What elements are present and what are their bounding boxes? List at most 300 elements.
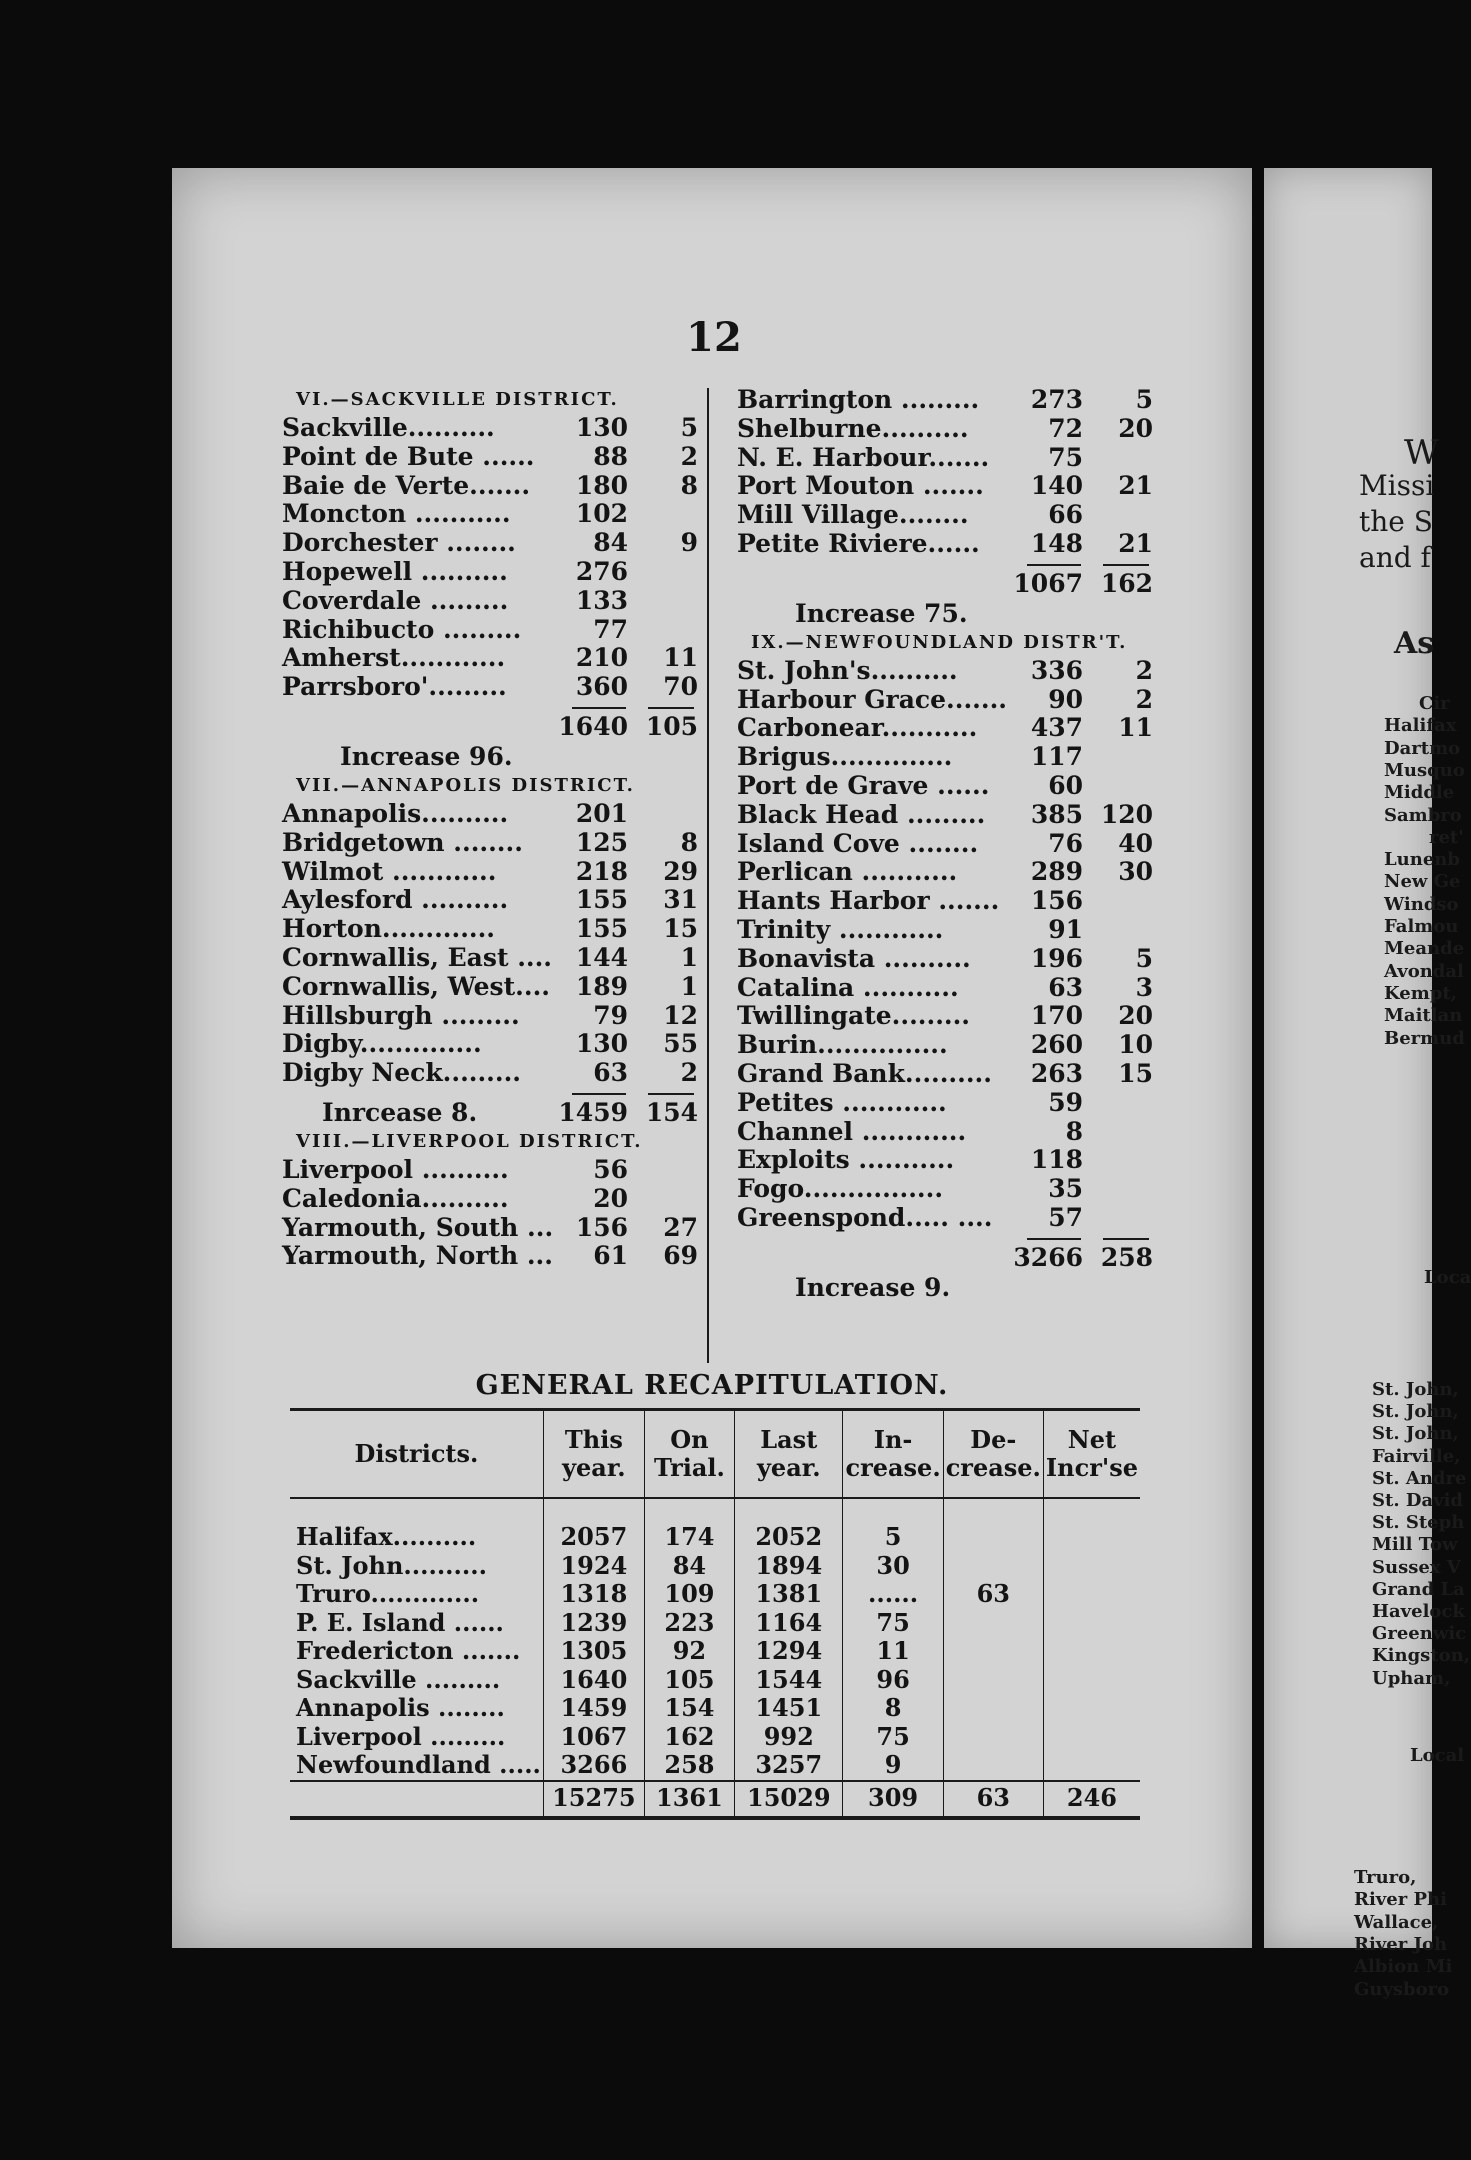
circuit-row xyxy=(737,530,1167,559)
circuit-row xyxy=(737,743,1167,772)
on-trial-count xyxy=(628,500,698,529)
recap-cell: 1294 xyxy=(735,1637,843,1666)
adjacent-list-item: Sussex V xyxy=(1372,1556,1461,1578)
recap-district: Newfoundland ..... xyxy=(290,1751,543,1781)
adjacent-list-item: Bermud xyxy=(1384,1027,1465,1049)
circuit-row xyxy=(737,974,1167,1003)
circuit-row xyxy=(282,1059,712,1088)
on-trial-count: 30 xyxy=(1118,857,1153,887)
members-count: 273 xyxy=(1030,385,1083,414)
circuit-row xyxy=(737,1089,1167,1118)
members-count: 360 xyxy=(575,672,628,702)
circuit-name: Caledonia.......... xyxy=(282,1183,509,1213)
adjacent-heading-line: the S xyxy=(1359,505,1433,538)
recap-total-cell: 246 xyxy=(1043,1781,1140,1818)
circuit-row xyxy=(737,501,1167,530)
members-count: 61 xyxy=(593,1241,628,1271)
on-trial-count: 9 xyxy=(680,528,698,558)
circuit-name: Amherst............ xyxy=(282,643,506,673)
adjacent-list-item: ret' xyxy=(1429,826,1464,848)
adjacent-list-item: Sambro xyxy=(1384,804,1462,826)
on-trial-count: 12 xyxy=(663,1000,698,1030)
adjacent-page-fragment xyxy=(1264,168,1471,2000)
recap-header: De-crease. xyxy=(943,1410,1043,1499)
recap-cell: 1451 xyxy=(735,1694,843,1723)
circuit-row xyxy=(282,616,712,645)
recap-cell: 3266 xyxy=(543,1751,644,1781)
recap-cell: 1459 xyxy=(543,1694,644,1723)
recap-cell xyxy=(1043,1694,1140,1723)
circuit-row xyxy=(282,1002,712,1031)
circuit-row xyxy=(737,1031,1167,1060)
on-trial-count: 21 xyxy=(1118,528,1153,558)
district-total-row xyxy=(737,569,1167,599)
circuit-row xyxy=(737,1146,1167,1175)
recap-cell: 63 xyxy=(943,1580,1043,1609)
recap-district: Fredericton ....... xyxy=(290,1637,543,1666)
circuit-row xyxy=(737,1060,1167,1089)
members-count: 189 xyxy=(575,971,628,1001)
adjacent-list-item: Upham, xyxy=(1372,1667,1451,1689)
adjacent-list-item: Windso xyxy=(1384,893,1459,915)
recap-total-cell: 15275 xyxy=(543,1781,644,1818)
on-trial-count: 5 xyxy=(1135,943,1153,973)
adjacent-list-item: St. Andre xyxy=(1372,1467,1467,1489)
district-total-label xyxy=(737,1243,1007,1273)
recap-district: Sackville ......... xyxy=(290,1666,543,1695)
circuit-row xyxy=(737,444,1167,473)
circuit-row xyxy=(737,686,1167,715)
district-total-members: 1067 xyxy=(1013,568,1083,598)
on-trial-count: 11 xyxy=(663,643,698,673)
circuit-row xyxy=(282,443,712,472)
adjacent-list-item: River Joh xyxy=(1354,1933,1448,1955)
adjacent-list-item: New Ge xyxy=(1384,871,1461,893)
on-trial-count: 120 xyxy=(1100,799,1153,829)
adjacent-list-item: Middle xyxy=(1384,782,1455,804)
members-count: 63 xyxy=(1048,972,1083,1002)
circuit-name: Bridgetown ........ xyxy=(282,827,523,857)
recap-cell: 154 xyxy=(644,1694,734,1723)
recap-cell: 992 xyxy=(735,1723,843,1752)
on-trial-count xyxy=(628,1156,698,1185)
on-trial-count: 2 xyxy=(680,441,698,471)
recap-header: In-crease. xyxy=(843,1410,943,1499)
adjacent-list-item: Havelock xyxy=(1372,1601,1465,1622)
adjacent-list-item: Meande xyxy=(1384,938,1465,960)
district-total-members: 3266 xyxy=(1013,1242,1083,1272)
district-total-trial: 154 xyxy=(645,1097,698,1127)
adjacent-list-item: Kingston, xyxy=(1372,1645,1470,1667)
recap-cell: 84 xyxy=(644,1552,734,1581)
circuit-name: Aylesford .......... xyxy=(282,885,509,915)
on-trial-count: 8 xyxy=(680,827,698,857)
circuit-name: Port de Grave ...... xyxy=(737,770,990,800)
circuit-row xyxy=(282,1242,712,1271)
circuit-name: Petites ............ xyxy=(737,1087,947,1117)
recap-row xyxy=(290,1723,1140,1752)
adjacent-list-item: Albion Mi xyxy=(1354,1956,1453,1978)
circuit-row xyxy=(282,558,712,587)
recap-header: On Trial. xyxy=(644,1410,734,1499)
members-count: 102 xyxy=(575,499,628,529)
recap-cell: 2057 xyxy=(543,1523,644,1552)
on-trial-count: 40 xyxy=(1118,828,1153,858)
circuit-name: Catalina ........... xyxy=(737,972,959,1002)
adjacent-list-item: Guysboro xyxy=(1354,1978,1450,2000)
right-column xyxy=(737,386,1167,1303)
on-trial-count xyxy=(628,587,698,616)
sum-rule xyxy=(282,1088,712,1098)
adjacent-list-item: River Phi xyxy=(1354,1889,1447,1911)
circuit-name: Wilmot ............ xyxy=(282,856,497,886)
members-count: 79 xyxy=(593,1000,628,1030)
recap-cell: 1381 xyxy=(735,1580,843,1609)
sum-rule xyxy=(282,702,712,712)
on-trial-count xyxy=(1083,501,1153,530)
adjacent-list-item: St. David xyxy=(1372,1490,1464,1511)
circuit-row xyxy=(282,644,712,673)
recap-district: Liverpool ......... xyxy=(290,1723,543,1752)
circuit-row xyxy=(737,1118,1167,1147)
circuit-name: Baie de Verte....... xyxy=(282,470,531,500)
on-trial-count: 2 xyxy=(1135,684,1153,714)
members-count: 196 xyxy=(1030,943,1083,973)
recap-district: Annapolis ........ xyxy=(290,1694,543,1723)
recap-cell xyxy=(943,1723,1043,1752)
members-count: 144 xyxy=(575,942,628,972)
circuit-row xyxy=(282,414,712,443)
on-trial-count xyxy=(1083,444,1153,473)
circuit-row xyxy=(737,858,1167,887)
district-title: IX.—NEWFOUNDLAND DISTR'T. xyxy=(751,631,1128,653)
on-trial-count: 70 xyxy=(663,672,698,702)
members-count: 155 xyxy=(575,914,628,944)
recap-header: Net Incr'se xyxy=(1043,1410,1140,1499)
adjacent-list-item: St. John, xyxy=(1372,1401,1459,1423)
members-count: 130 xyxy=(575,413,628,442)
on-trial-count: 11 xyxy=(1118,713,1153,743)
circuit-name: Moncton ........... xyxy=(282,499,511,529)
members-count: 263 xyxy=(1030,1058,1083,1088)
recap-cell: 1544 xyxy=(735,1666,843,1695)
on-trial-count xyxy=(1083,1089,1153,1118)
adjacent-list-item: St. John, xyxy=(1372,1379,1459,1400)
members-count: 210 xyxy=(575,643,628,673)
on-trial-count xyxy=(1083,1146,1153,1175)
circuit-row xyxy=(737,801,1167,830)
recap-cell xyxy=(943,1751,1043,1781)
recap-cell: 1164 xyxy=(735,1609,843,1638)
adjacent-subheading: Local xyxy=(1410,1745,1465,1766)
circuit-name: St. John's.......... xyxy=(737,655,958,685)
members-count: 72 xyxy=(1048,413,1083,443)
recap-header: Districts. xyxy=(290,1410,543,1499)
recap-cell xyxy=(1043,1609,1140,1638)
adjacent-list-item: Musquo xyxy=(1384,759,1465,781)
on-trial-count xyxy=(628,1185,698,1214)
circuit-name: Cornwallis, West.... xyxy=(282,971,550,1001)
circuit-row xyxy=(737,415,1167,444)
circuit-name: Greenspond..... .... xyxy=(737,1202,993,1232)
circuit-row xyxy=(737,772,1167,801)
recap-cell: 30 xyxy=(843,1552,943,1581)
recap-cell xyxy=(943,1637,1043,1666)
recap-cell: 162 xyxy=(644,1723,734,1752)
members-count: 90 xyxy=(1048,684,1083,714)
adjacent-subheading: As xyxy=(1394,626,1435,661)
members-count: 63 xyxy=(593,1058,628,1088)
adjacent-list-item: Greenwic xyxy=(1372,1623,1467,1645)
recap-cell: 92 xyxy=(644,1637,734,1666)
recap-row xyxy=(290,1666,1140,1695)
on-trial-count: 20 xyxy=(1118,1001,1153,1031)
adjacent-list-item: Grand La xyxy=(1372,1578,1465,1600)
on-trial-count: 27 xyxy=(663,1212,698,1242)
adjacent-list-item: Maitlan xyxy=(1384,1005,1463,1027)
members-count: 56 xyxy=(593,1154,628,1184)
members-count: 8 xyxy=(1065,1116,1083,1146)
members-count: 260 xyxy=(1030,1030,1083,1060)
on-trial-count: 20 xyxy=(1118,413,1153,443)
recap-district: Truro............. xyxy=(290,1580,543,1609)
circuit-name: Trinity ............ xyxy=(737,914,944,944)
circuit-row xyxy=(737,1175,1167,1204)
recap-cell: 1239 xyxy=(543,1609,644,1638)
district-total-members: 1459 xyxy=(558,1097,628,1127)
on-trial-count xyxy=(1083,887,1153,916)
recap-total-cell: 63 xyxy=(943,1781,1043,1818)
recap-row xyxy=(290,1552,1140,1581)
circuit-row xyxy=(737,472,1167,501)
recap-cell: 75 xyxy=(843,1723,943,1752)
circuit-row xyxy=(737,916,1167,945)
district-increase: Increase 75. xyxy=(795,598,968,628)
recap-cell: 174 xyxy=(644,1523,734,1552)
sum-rule xyxy=(737,559,1167,569)
members-count: 118 xyxy=(1030,1145,1083,1175)
members-count: 91 xyxy=(1048,914,1083,944)
adjacent-list-item: Wallace, xyxy=(1354,1911,1439,1933)
circuit-name: Hillsburgh ......... xyxy=(282,1000,520,1030)
recap-cell xyxy=(1043,1552,1140,1581)
members-count: 148 xyxy=(1030,528,1083,558)
circuit-name: Grand Bank.......... xyxy=(737,1058,992,1088)
on-trial-count: 69 xyxy=(663,1241,698,1271)
circuit-name: Carbonear........... xyxy=(737,713,978,743)
recap-cell: 1305 xyxy=(543,1637,644,1666)
members-count: 437 xyxy=(1030,713,1083,743)
district-total-label xyxy=(282,712,552,742)
recap-cell xyxy=(943,1666,1043,1695)
recap-cell: 105 xyxy=(644,1666,734,1695)
members-count: 76 xyxy=(1048,828,1083,858)
circuit-row xyxy=(282,858,712,887)
members-count: 156 xyxy=(1030,886,1083,916)
adjacent-list-item: Lunenb xyxy=(1384,849,1460,871)
circuit-row xyxy=(282,1185,712,1214)
recap-cell: 109 xyxy=(644,1580,734,1609)
on-trial-count xyxy=(628,616,698,645)
recap-total-cell: 1361 xyxy=(644,1781,734,1818)
circuit-row xyxy=(282,800,712,829)
on-trial-count: 1 xyxy=(680,942,698,972)
members-count: 201 xyxy=(575,798,628,828)
circuit-row xyxy=(737,714,1167,743)
recap-cell: 258 xyxy=(644,1751,734,1781)
members-count: 84 xyxy=(593,528,628,558)
district-total-row xyxy=(737,1243,1167,1273)
circuit-row xyxy=(737,887,1167,916)
recap-cell: 1894 xyxy=(735,1552,843,1581)
recap-district: St. John.......... xyxy=(290,1552,543,1581)
on-trial-count xyxy=(1083,772,1153,801)
adjacent-list-item: Falmou xyxy=(1384,916,1459,937)
adjacent-list-item: Avondal xyxy=(1384,960,1464,982)
members-count: 130 xyxy=(575,1029,628,1059)
circuit-row xyxy=(282,886,712,915)
members-count: 140 xyxy=(1030,471,1083,501)
recap-cell xyxy=(943,1609,1043,1638)
circuit-name: Channel ............ xyxy=(737,1116,967,1146)
members-count: 57 xyxy=(1048,1202,1083,1232)
adjacent-list-item: St. Steph xyxy=(1372,1512,1465,1534)
on-trial-count: 21 xyxy=(1118,471,1153,501)
adjacent-list-item: Dartmo xyxy=(1384,737,1461,759)
on-trial-count: 55 xyxy=(663,1029,698,1059)
members-count: 218 xyxy=(575,856,628,886)
circuit-name: Yarmouth, North ... xyxy=(282,1241,553,1271)
on-trial-count: 8 xyxy=(680,470,698,500)
circuit-row xyxy=(282,587,712,616)
circuit-name: Exploits ........... xyxy=(737,1145,955,1175)
circuit-name: Annapolis.......... xyxy=(282,798,509,828)
circuit-row xyxy=(282,1156,712,1185)
recap-header: This year. xyxy=(543,1410,644,1499)
circuit-row xyxy=(737,945,1167,974)
members-count: 117 xyxy=(1030,742,1083,772)
on-trial-count: 5 xyxy=(1135,385,1153,414)
on-trial-count: 29 xyxy=(663,856,698,886)
recap-cell: 1318 xyxy=(543,1580,644,1609)
circuit-name: Point de Bute ...... xyxy=(282,441,535,471)
adjacent-list-item: Truro, xyxy=(1354,1867,1417,1888)
recap-cell: 1924 xyxy=(543,1552,644,1581)
circuit-name: Hopewell .......... xyxy=(282,556,508,586)
district-total-row xyxy=(282,1098,712,1128)
on-trial-count xyxy=(1083,1175,1153,1204)
recap-total-row xyxy=(290,1781,1140,1818)
on-trial-count xyxy=(1083,1118,1153,1147)
circuit-name: Hants Harbor ....... xyxy=(737,886,1000,916)
district-total-trial: 105 xyxy=(645,711,698,741)
adjacent-list-item: Cir xyxy=(1419,693,1450,714)
circuit-name: Digby Neck......... xyxy=(282,1058,522,1088)
adjacent-list-item: Kempt, xyxy=(1384,982,1457,1004)
circuit-row xyxy=(282,472,712,501)
adjacent-subheading: Loca xyxy=(1424,1267,1471,1288)
on-trial-count: 1 xyxy=(680,971,698,1001)
circuit-row xyxy=(737,657,1167,686)
recap-total-cell: 309 xyxy=(843,1781,943,1818)
recap-district: Halifax.......... xyxy=(290,1523,543,1552)
document-page xyxy=(172,168,1252,1948)
recap-cell xyxy=(1043,1666,1140,1695)
members-count: 75 xyxy=(1048,442,1083,472)
circuit-name: Horton............. xyxy=(282,914,496,944)
recap-district: P. E. Island ...... xyxy=(290,1609,543,1638)
members-count: 125 xyxy=(575,827,628,857)
circuit-row xyxy=(282,1030,712,1059)
members-count: 59 xyxy=(1048,1087,1083,1117)
recap-total-cell xyxy=(290,1781,543,1818)
recap-cell: 8 xyxy=(843,1694,943,1723)
circuit-name: Liverpool .......... xyxy=(282,1154,509,1184)
members-count: 180 xyxy=(575,470,628,500)
circuit-name: Twillingate......... xyxy=(737,1001,971,1031)
on-trial-count: 15 xyxy=(663,914,698,944)
recap-cell xyxy=(1043,1580,1140,1609)
recap-header: Last year. xyxy=(735,1410,843,1499)
left-column xyxy=(282,386,712,1271)
recap-cell: 75 xyxy=(843,1609,943,1638)
circuit-name: Parrsboro'......... xyxy=(282,672,507,702)
recap-cell: 5 xyxy=(843,1523,943,1552)
recap-cell: 1067 xyxy=(543,1723,644,1752)
circuit-name: N. E. Harbour....... xyxy=(737,442,990,472)
members-count: 88 xyxy=(593,441,628,471)
members-count: 20 xyxy=(593,1183,628,1213)
recap-cell xyxy=(1043,1751,1140,1781)
on-trial-count xyxy=(1083,916,1153,945)
recap-cell xyxy=(943,1694,1043,1723)
circuit-row xyxy=(282,500,712,529)
on-trial-count xyxy=(628,800,698,829)
district-total-members: 1640 xyxy=(558,711,628,741)
on-trial-count: 2 xyxy=(1135,655,1153,685)
circuit-name: Black Head ......... xyxy=(737,799,986,829)
on-trial-count: 5 xyxy=(680,413,698,442)
members-count: 276 xyxy=(575,556,628,586)
members-count: 133 xyxy=(575,585,628,615)
circuit-name: Sackville.......... xyxy=(282,413,495,442)
circuit-name: Shelburne.......... xyxy=(737,413,969,443)
circuit-name: Dorchester ........ xyxy=(282,528,516,558)
sum-rule xyxy=(737,1233,1167,1243)
circuit-name: Island Cove ........ xyxy=(737,828,979,858)
district-total-trial: 258 xyxy=(1100,1242,1153,1272)
district-total-label: Inrcease 8. xyxy=(322,1097,478,1127)
circuit-name: Fogo................ xyxy=(737,1174,944,1204)
on-trial-count: 31 xyxy=(663,885,698,915)
circuit-name: Cornwallis, East .... xyxy=(282,942,553,972)
recap-cell xyxy=(1043,1523,1140,1552)
district-title: VII.—ANNAPOLIS DISTRICT. xyxy=(296,774,635,796)
circuit-name: Coverdale ......... xyxy=(282,585,509,615)
recap-cell xyxy=(943,1523,1043,1552)
members-count: 77 xyxy=(593,614,628,644)
recap-cell: 11 xyxy=(843,1637,943,1666)
circuit-name: Port Mouton ....... xyxy=(737,471,984,501)
circuit-row xyxy=(737,386,1167,415)
recap-table xyxy=(290,1408,1140,1820)
recap-cell: ...... xyxy=(843,1580,943,1609)
on-trial-count xyxy=(1083,1204,1153,1233)
on-trial-count xyxy=(628,558,698,587)
recap-row xyxy=(290,1694,1140,1723)
circuit-name: Barrington ......... xyxy=(737,385,980,414)
members-count: 336 xyxy=(1030,655,1083,685)
